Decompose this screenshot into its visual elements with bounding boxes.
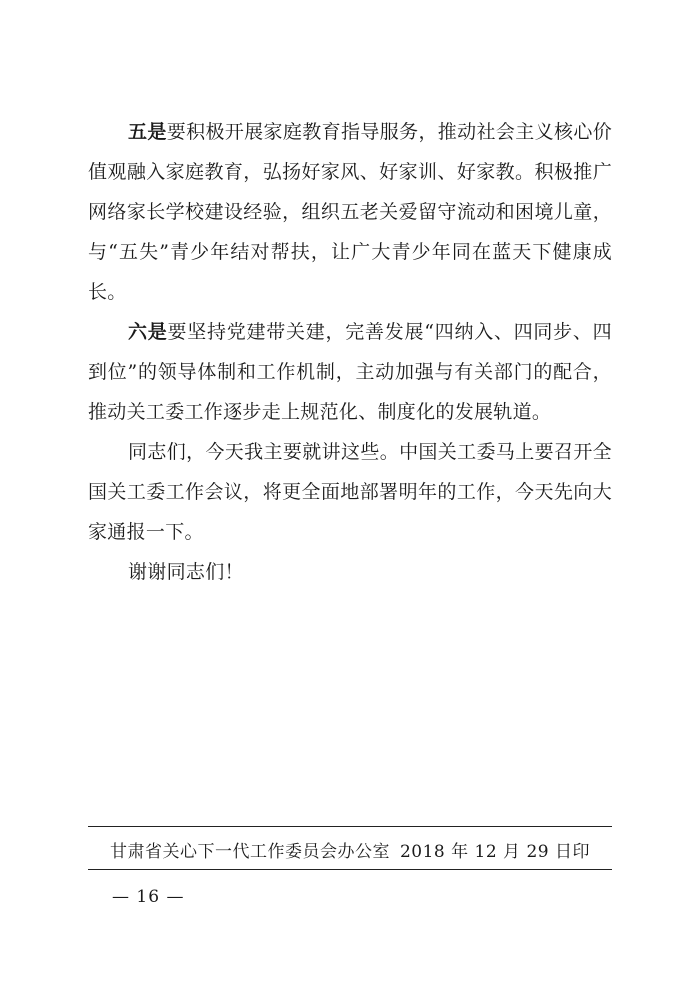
paragraph-six xyxy=(88,312,612,432)
paragraph-thanks xyxy=(88,552,612,592)
paragraph-text: 同志们，今天我主要就讲这些。中国关工委马上要召开全国关工委工作会议，将更全面地部署明年的工作，今天先向大家通报一下。 xyxy=(88,441,612,543)
paragraph-five xyxy=(88,112,612,312)
paragraph-text: 谢谢同志们！ xyxy=(128,561,244,583)
paragraph-lead: 六是 xyxy=(128,321,168,343)
print-footer xyxy=(88,826,612,870)
body-text xyxy=(88,112,612,592)
footer-organization: 甘肃省关心下一代工作委员会办公室 xyxy=(110,842,390,862)
page-number: — 16 — xyxy=(112,887,185,907)
footer-print-date: 2018 年 12 月 29 日印 xyxy=(399,842,590,862)
paragraph-lead: 五是 xyxy=(128,121,167,143)
paragraph-text: 要坚持党建带关建，完善发展“四纳入、四同步、四到位”的领导体制和工作机制，主动加强与有关部门的配合，推动关工委工作逐步走上规范化、制度化的发展轨道。 xyxy=(88,321,612,423)
paragraph-closing xyxy=(88,432,612,552)
paragraph-text: 要积极开展家庭教育指导服务，推动社会主义核心价值观融入家庭教育，弘扬好家风、好家训、好家教。积极推广网络家长学校建设经验，组织五老关爱留守流动和困境儿童，与“五失”青少年结对帮扶，让广大青少年同在蓝天下健康成长。 xyxy=(88,121,612,303)
